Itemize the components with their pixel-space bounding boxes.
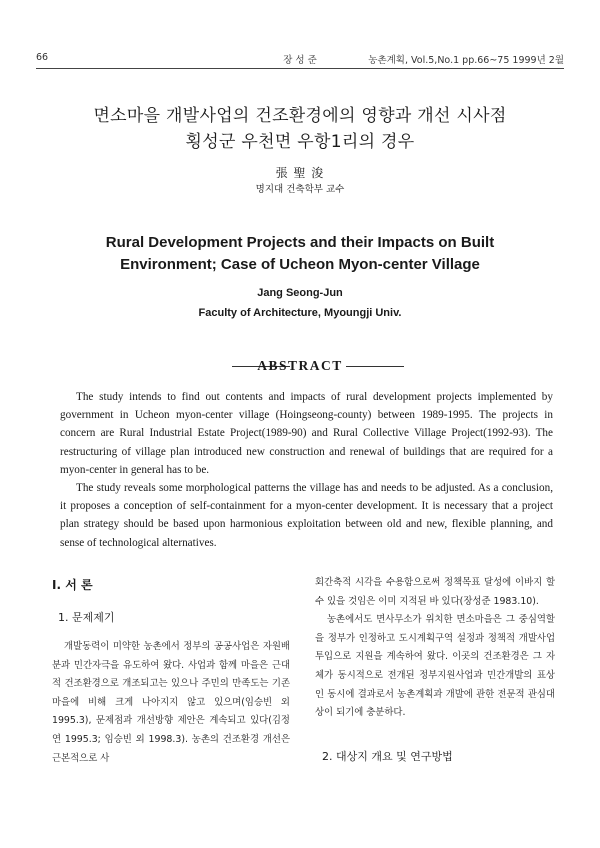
subsection-heading-overview: 2. 대상지 개요 및 연구방법: [322, 750, 453, 763]
title-korean-line2: 횡성군 우천면 우항1리의 경우: [185, 132, 415, 152]
section-heading-introduction: Ⅰ. 서 론: [52, 578, 93, 592]
body-paragraph: 회간축적 시각을 수용함으로써 정책목표 달성에 이바지 할 수 있을 것임은 이미 지적된 바 있다(장성준 1983.10).: [315, 577, 555, 607]
author-korean-affiliation: 명지대 건축학부 교수: [255, 184, 345, 195]
title-english-line2: Environment; Case of Ucheon Myon-center Village: [120, 256, 480, 273]
abstract-paragraph-1: The study intends to find out contents and impacts of rural development projects implemented by government in Ucheon myon-center village (Hoingseong-county) between 1989-1995. The projects in concern are Rural Industrial Estate Project(1989-90) and Rural Collective Village Project(1992-93). The restructuring of village plan introduced new construction and renewal of buildings that are required for a myon-center in general has to be.: [60, 391, 553, 476]
body-paragraph: 농촌에서도 면사무소가 위치한 면소마을은 그 중심역할을 정부가 인정하고 도시계획구역 설정과 정책적 개발사업 투입으로 지원을 계속하여 왔다. 이곳의 건조환경은 그 자체가 동시적으로 전개된 정부지원사업과 민간개발의 표상인 동시에 결과로서 농촌계획과 개발에 관한 전문적 관심대상이 되기에 충분하다.: [315, 614, 555, 719]
abstract-paragraph-2: The study reveals some morphological patterns the village has and needs to be adjusted. As a conclusion, it proposes a conception of self-containment for a myon-center development. It is necessary that a project plan strategy should be based upon harmonious exploitation between old and new, flexible planning, and sense of technological alternatives.: [60, 482, 553, 549]
body-paragraph: 개발동력이 미약한 농촌에서 정부의 공공사업은 자원배분과 민간자극을 유도하여 왔다. 사업과 함께 마을은 근대적 건조환경으로 개조되고는 있으나 주민의 만족도는 기존마을에 비해 크게 나아지지 않고 있으며(임승빈 외 1995.3), 문제점과 개선방향 제안은 계속되고 있다(김정연 1995.3; 임승빈 외 1998.3). 농촌의 건조환경 개선은 근본적으로 사: [52, 641, 290, 764]
title-english-line1: Rural Development Projects and their Impacts on Built: [105, 234, 495, 251]
abstract-rule-right: [346, 366, 404, 367]
left-column-text: [52, 638, 290, 768]
running-author: 장 성 준: [283, 55, 317, 66]
page-number: 66: [36, 52, 49, 63]
author-english-affiliation: Faculty of Architecture, Myoungji Univ.: [198, 307, 402, 319]
abstract-body: [60, 388, 553, 552]
right-column-text: [315, 574, 555, 723]
subsection-heading-problem: 1. 문제제기: [58, 611, 115, 624]
journal-citation: 농촌계획, Vol.5,No.1 pp.66~75 1999년 2월: [368, 55, 564, 66]
header-rule: [36, 68, 564, 69]
author-korean-name: 張 聖 浚: [275, 166, 325, 180]
abstract-heading: ABSTRACT: [257, 358, 343, 373]
author-english-name: Jang Seong-Jun: [257, 287, 343, 299]
title-korean-line1: 면소마을 개발사업의 건조환경에의 영향과 개선 시사점: [93, 106, 507, 126]
